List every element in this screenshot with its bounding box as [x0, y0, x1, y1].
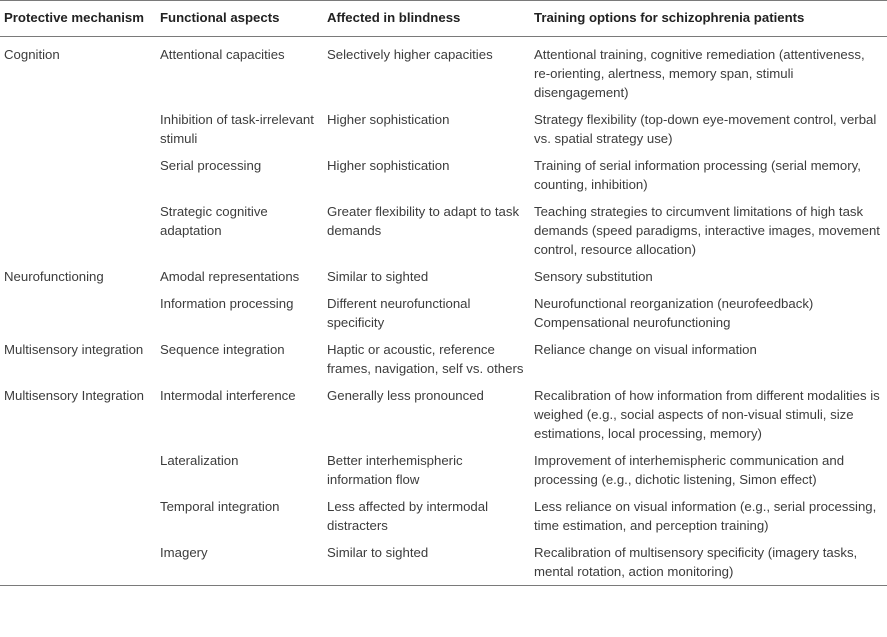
- cell-blindness: Generally less pronounced: [327, 388, 484, 403]
- header-training-options: Training options for schizophrenia patients: [530, 1, 887, 37]
- table-row: [0, 451, 887, 497]
- cell-training: Recalibration of how information from different modalities is weighed (e.g., social aspects of non-visual stimuli, size estimations, local processing, memory): [534, 388, 880, 441]
- cell-blindness: Better interhemispheric information flow: [327, 453, 463, 487]
- table-row: [0, 156, 887, 202]
- cell-blindness: Similar to sighted: [323, 543, 530, 586]
- cell-mechanism: [0, 294, 156, 340]
- cell-training: Recalibration of multisensory specificity (imagery tasks, mental rotation, action monitoring): [530, 543, 887, 586]
- cell-mechanism: [0, 110, 156, 156]
- cell-training: Neurofunctional reorganization (neurofeedback) Compensational neurofunctioning: [534, 296, 814, 330]
- table-row: [0, 543, 887, 586]
- cell-training: Training of serial information processing (serial memory, counting, inhibition): [534, 158, 861, 192]
- cell-mechanism: Multisensory integration: [4, 342, 144, 357]
- table-row: [0, 202, 887, 267]
- cell-aspect: Temporal integration: [160, 499, 280, 514]
- table-row: [0, 267, 887, 294]
- cell-training: Attentional training, cognitive remediation (attentiveness, re-orienting, alertness, memory span, stimuli disengagement): [534, 47, 865, 100]
- table-row: [0, 386, 887, 451]
- cell-training: Teaching strategies to circumvent limitations of high task demands (speed paradigms, interactive images, movement control, resource allocation): [534, 204, 880, 257]
- cell-aspect: Sequence integration: [160, 342, 285, 357]
- table-row: [0, 37, 887, 111]
- cell-mechanism: Neurofunctioning: [4, 269, 104, 284]
- table-row: [0, 340, 887, 386]
- cell-blindness: Greater flexibility to adapt to task demands: [327, 204, 520, 238]
- cell-blindness: Haptic or acoustic, reference frames, navigation, self vs. others: [327, 342, 524, 376]
- cell-blindness: Less affected by intermodal distracters: [327, 499, 489, 533]
- cell-mechanism: [0, 202, 156, 267]
- cell-mechanism: [0, 497, 156, 543]
- table-body: [0, 37, 887, 586]
- cell-training: Sensory substitution: [534, 269, 653, 284]
- cell-blindness: Higher sophistication: [327, 158, 450, 173]
- cell-aspect: Imagery: [156, 543, 323, 586]
- table-row: [0, 497, 887, 543]
- cell-mechanism: Multisensory Integration: [4, 388, 145, 403]
- cell-training: Strategy flexibility (top-down eye-movement control, verbal vs. spatial strategy use): [534, 112, 877, 146]
- cell-aspect: Information processing: [160, 296, 294, 311]
- cell-aspect: Inhibition of task-irrelevant stimuli: [160, 112, 314, 146]
- cell-aspect: Lateralization: [160, 453, 239, 468]
- cell-blindness: Higher sophistication: [327, 112, 450, 127]
- cell-training: Reliance change on visual information: [534, 342, 757, 357]
- cell-aspect: Amodal representations: [160, 269, 300, 284]
- cell-training: Less reliance on visual information (e.g., serial processing, time estimation, and perception training): [534, 499, 877, 533]
- table-row: [0, 294, 887, 340]
- cell-mechanism: [0, 156, 156, 202]
- cell-aspect: Strategic cognitive adaptation: [160, 204, 268, 238]
- cell-aspect: Attentional capacities: [160, 47, 285, 62]
- cell-aspect: Serial processing: [160, 158, 262, 173]
- cell-training: Improvement of interhemispheric communication and processing (e.g., dichotic listening, Simon effect): [534, 453, 845, 487]
- cell-mechanism: Cognition: [4, 47, 60, 62]
- cell-mechanism: [0, 543, 156, 586]
- cell-blindness: Similar to sighted: [327, 269, 429, 284]
- header-protective-mechanism: Protective mechanism: [0, 1, 156, 37]
- header-affected-in-blindness: Affected in blindness: [323, 1, 530, 37]
- table-row: [0, 110, 887, 156]
- cell-blindness: Different neurofunctional specificity: [327, 296, 471, 330]
- table-header: [0, 1, 887, 37]
- header-functional-aspects: Functional aspects: [156, 1, 323, 37]
- cell-aspect: Intermodal interference: [160, 388, 296, 403]
- cell-blindness: Selectively higher capacities: [327, 47, 493, 62]
- header-row: [0, 1, 887, 37]
- cell-mechanism: [0, 451, 156, 497]
